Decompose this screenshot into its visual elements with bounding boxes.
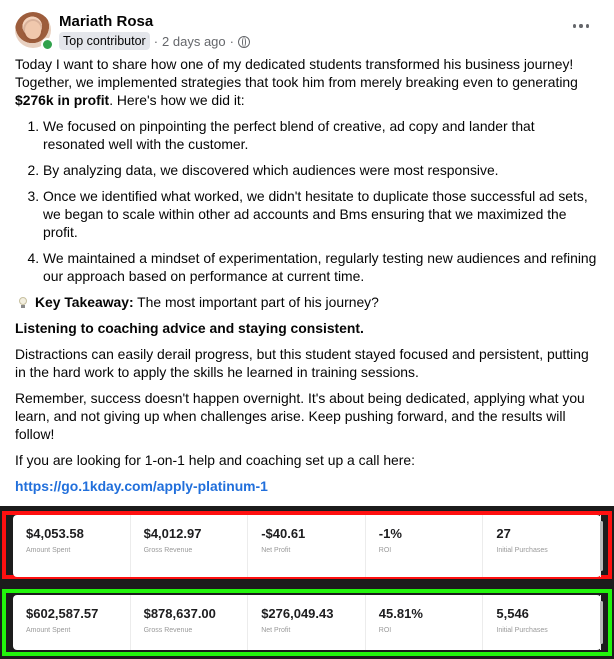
stat-value: -$40.61	[261, 526, 306, 541]
intro-text-end: . Here's how we did it:	[109, 92, 245, 108]
author-name[interactable]: Mariath Rosa	[59, 13, 154, 30]
stat-value: -1%	[378, 526, 402, 541]
stats-before-panel	[0, 506, 614, 586]
stat-value: 45.81%	[378, 606, 423, 621]
stat-initial-purchases	[483, 595, 601, 650]
online-status-icon	[41, 38, 54, 51]
post-timestamp[interactable]: 2 days ago	[162, 33, 226, 49]
stat-value: 5,546	[496, 606, 529, 621]
stat-value: $276,049.43	[261, 606, 334, 621]
takeaway-paragraph	[15, 293, 599, 311]
takeaway-answer	[15, 319, 599, 337]
meta-separator: ·	[153, 33, 159, 49]
top-contributor-badge[interactable]: Top contributor	[59, 32, 150, 50]
post-header	[15, 12, 599, 52]
stat-label: Amount Spent	[26, 547, 71, 554]
steps-list	[15, 117, 599, 285]
stat-value: $4,053.58	[26, 526, 84, 541]
stat-label: Initial Purchases	[496, 627, 548, 634]
dot-icon	[586, 24, 589, 28]
stats-card-before	[13, 515, 601, 577]
cta-paragraph: If you are looking for 1-on-1 help and coaching set up a call here:	[15, 452, 415, 468]
stat-gross-revenue	[131, 595, 249, 650]
stat-net-profit	[248, 515, 366, 577]
dot-icon	[573, 24, 576, 28]
post-body	[15, 55, 599, 503]
stats-card-after	[13, 595, 601, 650]
stat-amount-spent	[13, 515, 131, 577]
stat-amount-spent	[13, 595, 131, 650]
stat-initial-purchases	[483, 515, 601, 577]
intro-text: Today I want to share how one of my dedicated students transformed his business journey! Together, we implemented strategies that took him from merely breaking even to generating	[15, 56, 578, 90]
stat-net-profit	[248, 595, 366, 650]
stat-label: Initial Purchases	[496, 547, 548, 554]
stat-label: ROI	[378, 627, 392, 634]
dot-icon	[579, 24, 582, 28]
stat-label: ROI	[378, 547, 392, 554]
globe-icon[interactable]	[238, 36, 250, 48]
stat-value: $602,587.57	[26, 606, 99, 621]
takeaway-answer-text: Listening to coaching advice and staying consistent.	[15, 320, 364, 336]
card-scroll-edge	[600, 521, 603, 571]
stat-label: Amount Spent	[26, 627, 71, 634]
distractions-paragraph: Distractions can easily derail progress, but this student stayed focused and persistent, putting in the hard work to apply the skills he learned in training sessions.	[15, 346, 589, 380]
takeaway-label: Key Takeaway:	[35, 294, 134, 310]
list-item: 1. We focused on pinpointing the perfect blend of creative, ad copy and lander that resonated well with the customer.	[43, 117, 599, 153]
stat-value: $878,637.00	[143, 606, 216, 621]
stat-value: 27	[496, 526, 511, 541]
list-item: 3. Once we identified what worked, we didn't hesitate to duplicate those successful ad sets, we began to scale within other ad accounts and Bms ensuring that we maximized the profit.	[43, 187, 599, 241]
intro-paragraph	[15, 55, 599, 109]
post-meta	[59, 32, 250, 50]
stat-gross-revenue	[131, 515, 249, 577]
link-paragraph	[15, 477, 599, 495]
list-item: 4. We maintained a mindset of experimentation, regularly testing new audiences and refining our approach based on performance at current time.	[43, 249, 599, 285]
list-item: 2. By analyzing data, we discovered which audiences were most responsive.	[43, 161, 599, 179]
stat-roi	[366, 595, 484, 650]
stat-label: Net Profit	[261, 547, 291, 554]
intro-bold-text: $276k in profit	[15, 92, 110, 108]
stat-roi	[366, 515, 484, 577]
card-scroll-edge	[600, 601, 603, 644]
apply-link[interactable]: https://go.1kday.com/apply-platinum-1	[15, 478, 268, 494]
stat-label: Gross Revenue	[143, 547, 193, 554]
stats-after-panel	[0, 586, 614, 659]
light-bulb-icon	[19, 297, 27, 308]
stat-value: $4,012.97	[143, 526, 202, 541]
stat-label: Net Profit	[261, 627, 291, 634]
stat-label: Gross Revenue	[143, 627, 193, 634]
more-options-icon[interactable]	[573, 23, 589, 29]
meta-separator-2: ·	[229, 33, 234, 49]
takeaway-text: The most important part of his journey?	[133, 294, 379, 310]
remember-paragraph: Remember, success doesn't happen overnight. It's about being dedicated, applying what you learn, and not giving up when challenges arise. Keep pushing forward, and the results will follow!	[15, 390, 585, 442]
